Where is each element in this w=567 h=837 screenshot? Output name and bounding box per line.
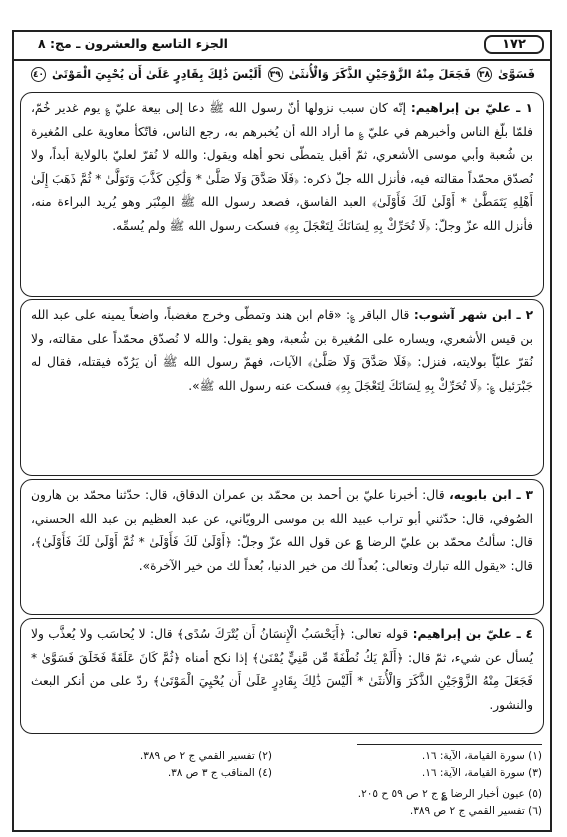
footnote-number: (١) [528, 750, 542, 762]
footnote-text: المناقب ج ٣ ص ٣٨. [167, 767, 255, 779]
entry-heading: ٢ ـ ابن شهر آشوب: [413, 308, 534, 322]
quran-verse-line [22, 64, 542, 84]
verse-number-marker: ٣٩ [268, 67, 283, 82]
entry-heading: ٤ ـ عليّ بن إبراهيم: [412, 627, 533, 641]
running-head: الجزء التاسع والعشرون ـ مج: ٨ [38, 36, 228, 51]
footnote-item [422, 748, 542, 765]
verse-text: أَلَيْسَ ذَٰلِكَ بِقَادِرٍ عَلَىٰ أَن يُحْيِيَ الْمَوْتَىٰ [52, 67, 262, 81]
hadith-entry [20, 479, 544, 615]
verse-text: فَجَعَلَ مِنْهُ الزَّوْجَيْنِ الذَّكَرَ وَالْأُنثَىٰ [288, 67, 471, 81]
hadith-entry [20, 92, 544, 297]
footnotes-divider [357, 744, 542, 745]
verse-number-marker: ٤٠ [31, 67, 46, 82]
footnotes [22, 748, 542, 828]
verse-text: فَسَوَّىٰ [498, 67, 535, 81]
entry-heading: ٣ ـ ابن بابويه، [449, 488, 533, 502]
footnote-number: (٥) [528, 788, 542, 800]
hadith-entry [20, 299, 544, 476]
footnote-text: عيون أخبار الرضا ؏ ج ٢ ص ٥٩ ح ٢٠٥. [357, 788, 525, 800]
footnote-number: (٢) [258, 750, 272, 762]
footnote-item [168, 765, 272, 782]
footnote-text: سورة القيامة، الآية: ١٦. [421, 767, 525, 779]
entry-body: قال الباقر ؏: «قام ابن هند وتمطّى وخرج مغضباً، واضعاً يمينه على عبد الله بن قيس الأشعري، ويساره على المُغيرة بن شُعبة، وهو يقول: والله لا نُصدّق محمّداً على مقالته، ولا نُقرّ عليّاً بولايته، فنزل: ﴿فَلَا صَدَّقَ وَلَا صَلَّىٰ﴾ الآيات، فهمّ رسول الله ﷺ أن يَرُدّه فيقتله، فقال له جَبْرَئيل ؏: ﴿لَا تُحَرِّكْ بِهِ لِسَانَكَ لِتَعْجَلَ بِهِ﴾ فسكت عنه رسول الله ﷺ». [31, 308, 533, 393]
footnote-number: (٣) [528, 767, 542, 779]
entry-body: قوله تعالى: ﴿أَيَحْسَبُ الْإِنسَانُ أَن يُتْرَكَ سُدًى﴾ قال: لا يُحاسَب ولا يُعذَّب ولا يُسأل عن شيء، ثمّ قال: ﴿أَلَمْ يَكُ نُطْفَةً مِّن مَّنِيٍّ يُمْنَىٰ﴾ إذا نكح أمناه ﴿ثُمَّ كَانَ عَلَقَةً فَخَلَقَ فَسَوَّىٰ * فَجَعَلَ مِنْهُ الزَّوْجَيْنِ الذَّكَرَ وَالْأُنثَىٰ * أَلَيْسَ ذَٰلِكَ بِقَادِرٍ عَلَىٰ أَن يُحْيِيَ الْمَوْتَىٰ﴾ ردّ على من أنكر البعث والنشور. [31, 627, 533, 712]
page-header [14, 32, 550, 61]
entry-body: قال: أخبرنا عليّ بن أحمد بن محمّد بن عمران الدقاق، قال: حدّثنا محمّد بن هارون الصُوفي، قال: حدّثني أبو تراب عبيد الله بن موسى الرويّاني، عن عبد العظيم بن عبد الله الحسني، قال: سألتُ محمّد بن عليّ الرضا ؏ عن قول الله عزّ وجلّ: ﴿أَوْلَىٰ لَكَ فَأَوْلَىٰ * ثُمَّ أَوْلَىٰ لَكَ فَأَوْلَىٰ﴾، قال: «يقول الله تبارك وتعالى: بُعداً لك من خير الدنيا، بُعداً لك من خير الآخرة». [31, 488, 533, 573]
entry-body: إنّه كان سبب نزولها أنّ رسول الله ﷺ دعا إلى بيعة عليّ ؏ يوم غدير خُمّ، فلمّا بلّغ الناس وأخبرهم في عليّ ؏ ما أراد الله أن يُخبرهم به، رجع الناس، فاتّكأ معاوية على المُغيرة بن شُعبة وأبي موسى الأشعري، ثمّ أقبل يتمطّى نحو أهله ويقول: والله لا نُقرّ لعليّ بالولاية أبداً، ولا نُصدّق محمّداً مقالته فيه، فأنزل الله جلّ ذكره: ﴿فَلَا صَدَّقَ وَلَا صَلَّىٰ * وَلَٰكِن كَذَّبَ وَتَوَلَّىٰ * ثُمَّ ذَهَبَ إِلَىٰ أَهْلِهِ يَتَمَطَّىٰ * أَوْلَىٰ لَكَ فَأَوْلَىٰ﴾ العبد الفاسق، فصعد رسول الله ﷺ المِنْبَر وهو يُريد البراءة منه، فأنزل الله عزّ وجلّ: ﴿لَا تُحَرِّكْ بِهِ لِسَانَكَ لِتَعْجَلَ بِهِ﴾ فسكت رسول الله ﷺ ولم يُسمِّه. [31, 101, 533, 233]
footnote-number: (٦) [528, 805, 542, 817]
footnote-number: (٤) [258, 767, 272, 779]
footnote-item [358, 786, 542, 803]
footnote-text: سورة القيامة، الآية: ١٦. [421, 750, 525, 762]
footnote-item [410, 803, 542, 820]
page-frame [12, 30, 552, 832]
footnote-text: تفسير القمي ج ٢ ص ٣٨٩. [409, 805, 525, 817]
footnote-text: تفسير القمي ج ٢ ص ٣٨٩. [139, 750, 255, 762]
verse-number-marker: ٣٨ [477, 67, 492, 82]
entry-heading: ١ ـ عليّ بن إبراهيم: [410, 101, 533, 115]
footnote-item [140, 748, 272, 765]
footnote-item [422, 765, 542, 782]
hadith-entry [20, 618, 544, 734]
page-number: ١٧٢ [484, 35, 544, 54]
